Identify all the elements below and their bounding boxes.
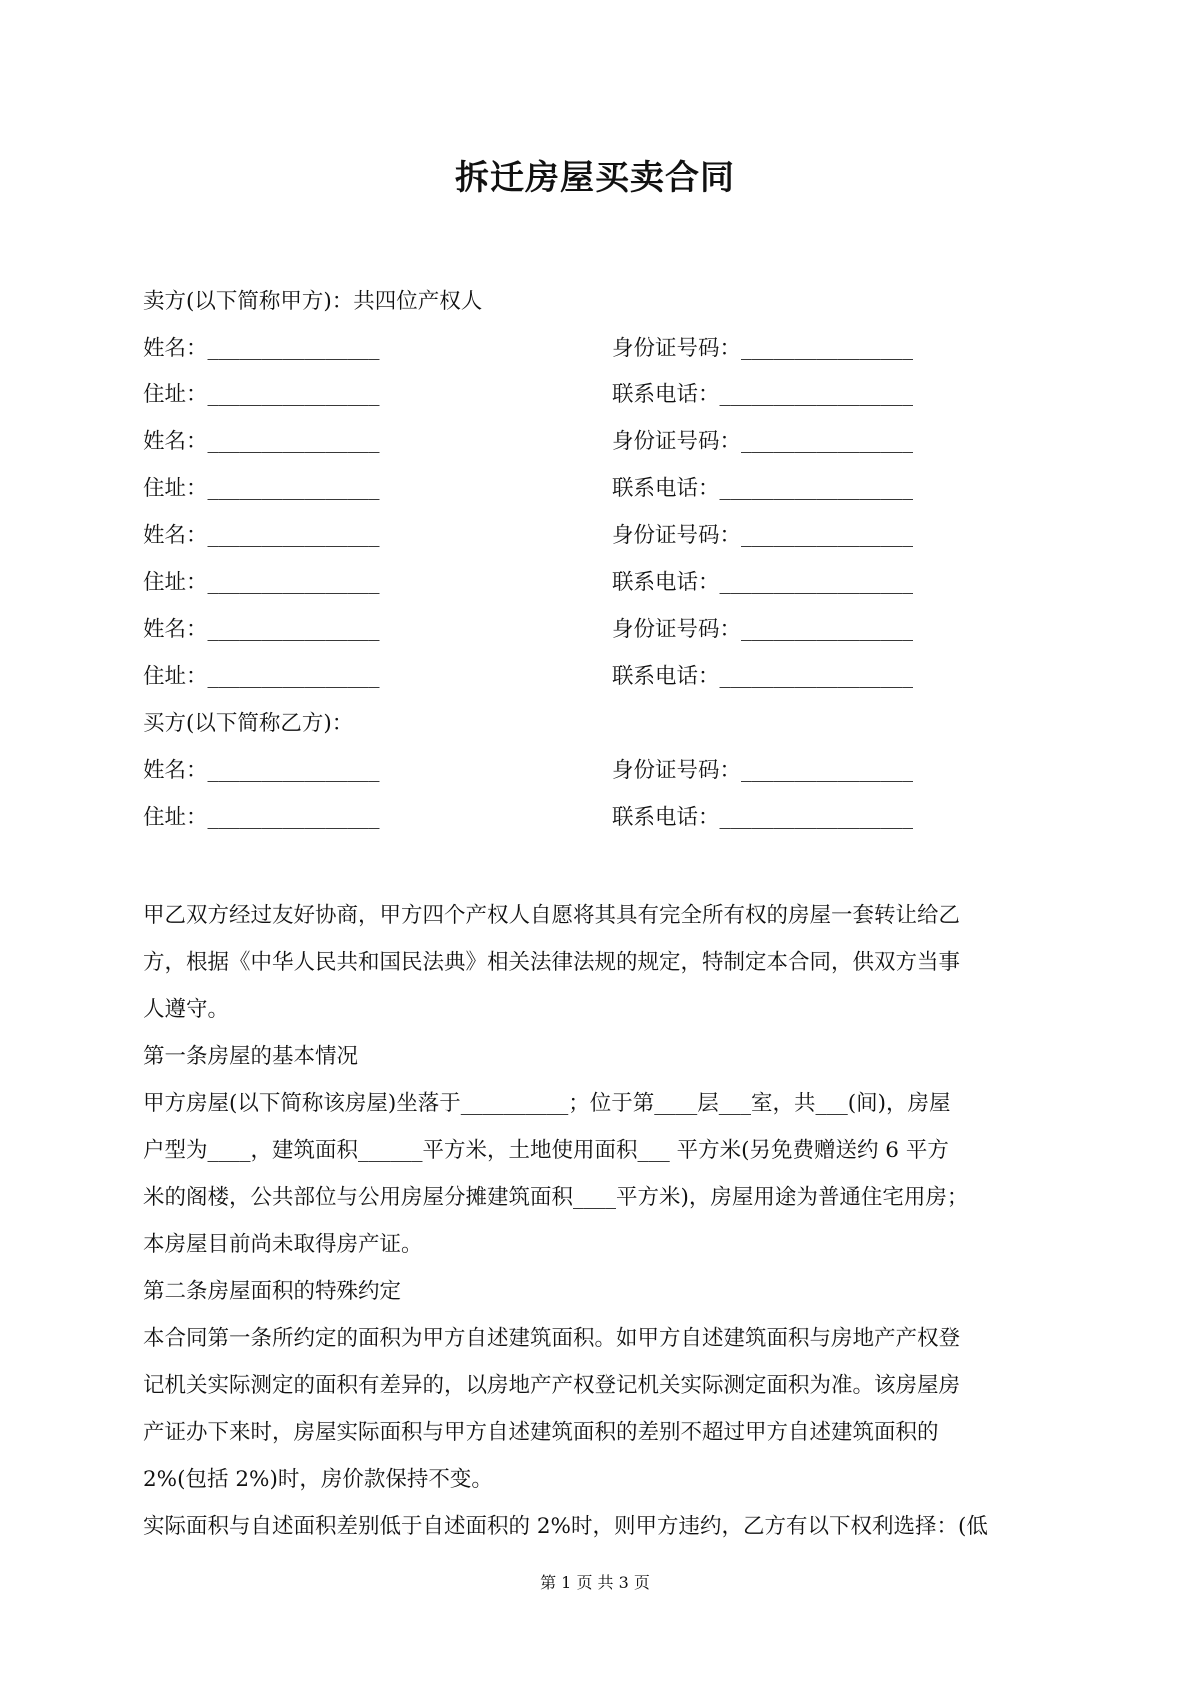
paragraph-line: 人遵守。 bbox=[143, 997, 230, 1022]
seller-row bbox=[143, 377, 914, 408]
address-field-label: 住址：________________ bbox=[143, 382, 380, 407]
buyer-row bbox=[143, 800, 914, 831]
phone-field-label: 联系电话：__________________ bbox=[612, 382, 914, 407]
seller-row bbox=[143, 471, 914, 502]
buyer-row bbox=[143, 753, 914, 784]
paragraph-line: 方，根据《中华人民共和国民法典》相关法律法规的规定，特制定本合同，供双方当事 bbox=[143, 950, 961, 975]
name-field-label: 姓名：________________ bbox=[143, 429, 380, 454]
paragraph-line: 本房屋目前尚未取得房产证。 bbox=[143, 1232, 423, 1257]
seller-row bbox=[143, 331, 914, 362]
address-field-label: 住址：________________ bbox=[143, 476, 380, 501]
paragraph-line: 米的阁楼，公共部位与公用房屋分摊建筑面积____平方米)，房屋用途为普通住宅用房； bbox=[143, 1185, 969, 1210]
phone-field-label: 联系电话：__________________ bbox=[612, 570, 914, 595]
page-number-footer: 第 1 页 共 3 页 bbox=[540, 1573, 650, 1592]
document-title: 拆迁房屋买卖合同 bbox=[455, 158, 735, 198]
name-field-label: 姓名：________________ bbox=[143, 523, 380, 548]
phone-field-label: 联系电话：__________________ bbox=[612, 805, 914, 830]
paragraph-line: 实际面积与自述面积差别低于自述面积的 2%时，则甲方违约，乙方有以下权利选择：(低 bbox=[143, 1514, 988, 1539]
name-field-label: 姓名：________________ bbox=[143, 617, 380, 642]
paragraph-line: 产证办下来时，房屋实际面积与甲方自述建筑面积的差别不超过甲方自述建筑面积的 bbox=[143, 1420, 939, 1445]
seller-row bbox=[143, 612, 914, 643]
paragraph-line: 甲方房屋(以下简称该房屋)坐落于__________；位于第____层___室，共___(间)，房屋 bbox=[143, 1091, 951, 1116]
address-field-label: 住址：________________ bbox=[143, 570, 380, 595]
name-field-label: 姓名：________________ bbox=[143, 336, 380, 361]
id-number-field-label: 身份证号码：________________ bbox=[612, 523, 914, 548]
id-number-field-label: 身份证号码：________________ bbox=[612, 617, 914, 642]
phone-field-label: 联系电话：__________________ bbox=[612, 664, 914, 689]
id-number-field-label: 身份证号码：________________ bbox=[612, 758, 914, 783]
address-field-label: 住址：________________ bbox=[143, 664, 380, 689]
paragraph-line: 户型为____，建筑面积______平方米，土地使用面积___ 平方米(另免费赠送约 6 平方 bbox=[143, 1138, 949, 1163]
phone-field-label: 联系电话：__________________ bbox=[612, 476, 914, 501]
article-heading: 第一条房屋的基本情况 bbox=[143, 1044, 359, 1069]
seller-row bbox=[143, 424, 914, 455]
id-number-field-label: 身份证号码：________________ bbox=[612, 429, 914, 454]
buyer-heading: 买方(以下简称乙方)： bbox=[143, 711, 354, 736]
id-number-field-label: 身份证号码：________________ bbox=[612, 336, 914, 361]
paragraph-line: 本合同第一条所约定的面积为甲方自述建筑面积。如甲方自述建筑面积与房地产产权登 bbox=[143, 1326, 961, 1351]
seller-heading: 卖方(以下简称甲方)：共四位产权人 bbox=[143, 289, 483, 314]
article-heading: 第二条房屋面积的特殊约定 bbox=[143, 1279, 402, 1304]
paragraph-line: 甲乙双方经过友好协商，甲方四个产权人自愿将其具有完全所有权的房屋一套转让给乙 bbox=[143, 903, 961, 928]
paragraph-line: 2%(包括 2%)时，房价款保持不变。 bbox=[143, 1467, 493, 1492]
seller-row bbox=[143, 518, 914, 549]
paragraph-line: 记机关实际测定的面积有差异的，以房地产产权登记机关实际测定面积为准。该房屋房 bbox=[143, 1373, 961, 1398]
seller-row bbox=[143, 659, 914, 690]
seller-row bbox=[143, 565, 914, 596]
name-field-label: 姓名：________________ bbox=[143, 758, 380, 783]
address-field-label: 住址：________________ bbox=[143, 805, 380, 830]
